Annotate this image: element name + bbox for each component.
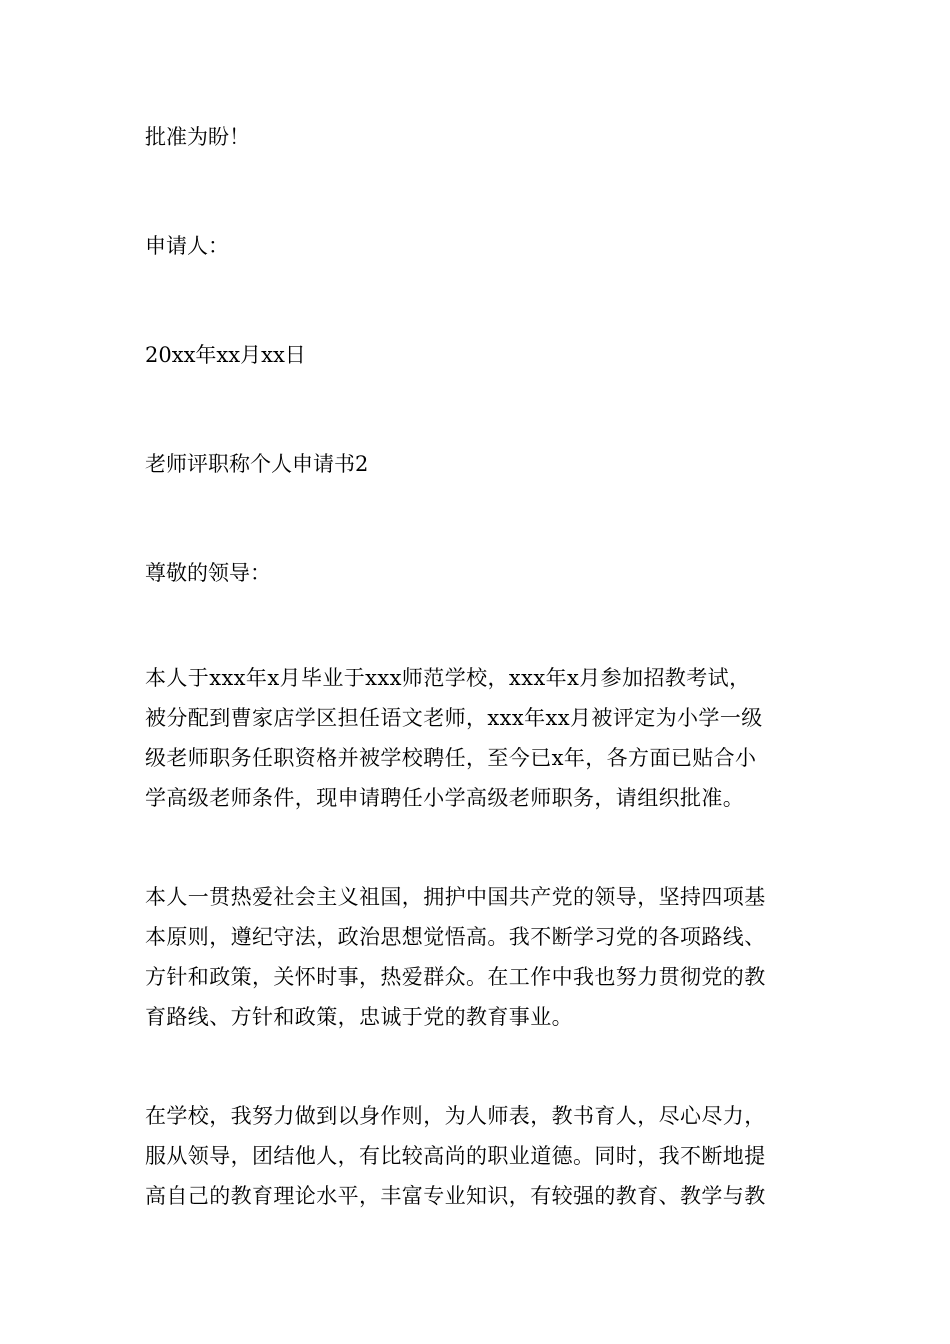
paragraph-line: 方针和政策，关怀时事，热爱群众。在工作中我也努力贯彻党的教 (145, 965, 766, 989)
paragraph-line: 本人一贯热爱社会主义祖国，拥护中国共产党的领导，坚持四项基 (145, 885, 766, 909)
salutation: 尊敬的领导： (145, 561, 271, 585)
paragraph-1 (145, 658, 807, 818)
paragraph-line: 级老师职务任职资格并被学校聘任，至今已x年，各方面已贴合小 (145, 746, 757, 770)
paragraph-line: 服从领导，团结他人，有比较高尚的职业道德。同时，我不断地提 (145, 1144, 766, 1168)
date-line: 20xx年xx月xx日 (145, 343, 306, 367)
approval-line: 批准为盼！ (145, 125, 250, 149)
paragraph-line: 在学校，我努力做到以身作则，为人师表，教书育人，尽心尽力， (145, 1104, 766, 1128)
paragraph-line: 高自己的教育理论水平，丰富专业知识，有较强的教育、教学与教 (145, 1184, 766, 1208)
paragraph-line: 学高级老师条件，现申请聘任小学高级老师职务，请组织批准。 (145, 786, 745, 810)
applicant-label: 申请人： (145, 234, 229, 258)
paragraph-line: 被分配到曹家店学区担任语文老师，xxx年xx月被评定为小学一级 (145, 706, 763, 730)
paragraph-3 (145, 1096, 807, 1216)
paragraph-line: 本原则，遵纪守法，政治思想觉悟高。我不断学习党的各项路线、 (145, 925, 766, 949)
paragraph-2 (145, 877, 807, 1037)
section-title: 老师评职称个人申请书2 (145, 452, 369, 476)
paragraph-line: 育路线、方针和政策，忠诚于党的教育事业。 (145, 1005, 573, 1029)
paragraph-line: 本人于xxx年x月毕业于xxx师范学校，xxx年x月参加招教考试， (145, 666, 751, 690)
